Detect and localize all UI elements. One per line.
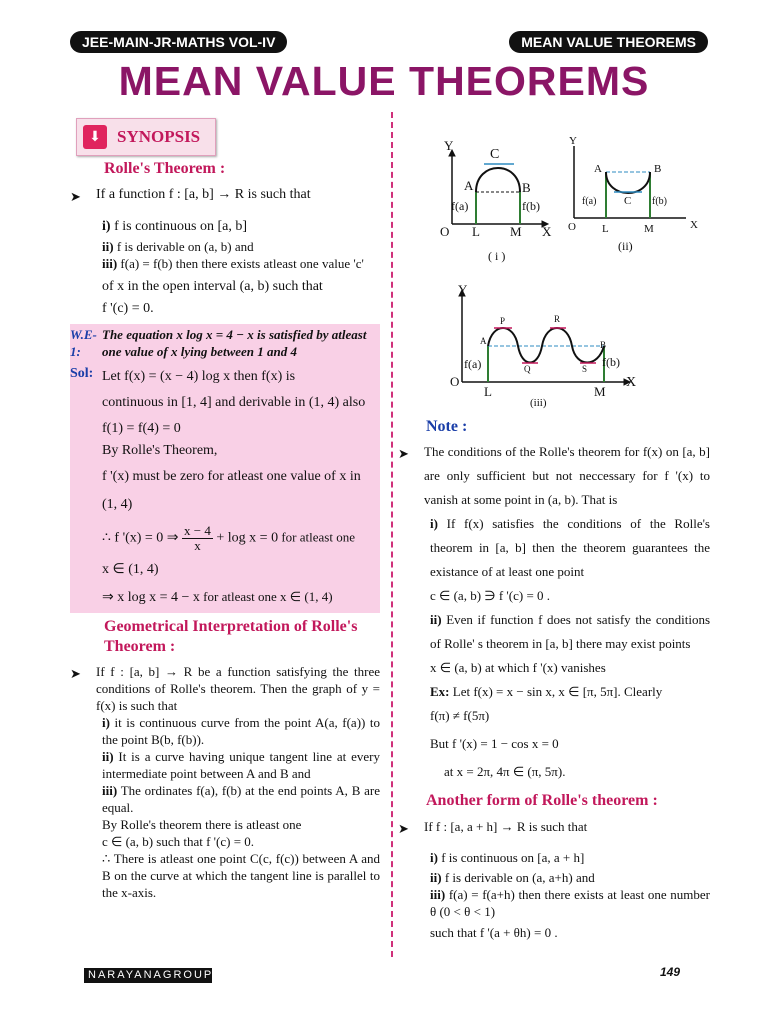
cond-derivative-zero: f '(c) = 0. — [102, 301, 154, 316]
another-ii-text: f is derivable on (a, a+h) and — [441, 870, 595, 885]
fig1-c-label: C — [490, 147, 500, 162]
cond-i-text: f is continuous on — [110, 219, 218, 234]
geo-intro-math: [a, b] → R — [129, 664, 193, 679]
geo-line-4: By Rolle's theorem there is atleast one — [102, 817, 302, 832]
note-ii-text: Even if function f does not satisfy the conditions of Rolle' s theorem in [a, b] there may exist points — [430, 612, 710, 651]
fig2-l-label: L — [602, 223, 609, 235]
geo-points — [70, 714, 380, 901]
cond-ii-text: f is derivable on (a, b) and — [113, 239, 254, 254]
fig3-q-label: Q — [524, 364, 531, 374]
cond-iii-text: f(a) = f(b) then there exists atleast one value 'c' — [117, 256, 364, 271]
fig2-b-label: B — [654, 163, 662, 175]
rolle-intro-math: [a, b] → R — [184, 187, 245, 202]
geo-iii-text: The ordinates f(a), f(b) at the end points A, B are equal. — [102, 783, 380, 815]
fig1-fb-label: f(b) — [522, 199, 540, 213]
fig3-y-label: Y — [458, 282, 468, 297]
fig1-caption: ( i ) — [488, 249, 506, 263]
note-ii-math: x ∈ (a, b) at which f '(x) vanishes — [430, 660, 606, 675]
geo-intro-tail: be a function satisfying the three conditions of Rolle's theorem. Then the graph of y = f(x) is such that — [96, 664, 381, 713]
worked-example-box — [70, 324, 380, 613]
geo-line-6: ∴ There is atleast one point C(c, f(c)) between A and B on the curve at which the tangent line is parallel to the x-axis. — [102, 851, 380, 900]
note-i-label: i) — [430, 516, 438, 531]
fig3-s-label: S — [582, 364, 588, 374]
sol-line-9 — [102, 587, 365, 609]
fig2-fb-label: f(b) — [652, 196, 667, 207]
sol-line-1: Let f(x) = (x − 4) log x then f(x) is — [102, 369, 296, 384]
rolle-intro-text: If a function f : — [96, 187, 181, 202]
fig3-o-label: O — [450, 374, 460, 389]
geo-ii-text: It is a curve having unique tangent line at every intermediate point between A and B and — [102, 749, 380, 781]
another-form-intro — [398, 818, 710, 837]
note-i-math: c ∈ (a, b) ∋ f '(c) = 0 . — [430, 588, 551, 603]
example-line-1: Let f(x) = x − sin x, x ∈ [π, 5π]. Clearly — [449, 684, 663, 699]
bullet-arrow-icon: ➤ — [70, 666, 81, 681]
another-line-4: such that f '(a + θh) = 0 . — [430, 925, 558, 940]
worked-example-solution — [70, 366, 376, 609]
another-intro-text: If f : [a, a + h] → R is such that — [424, 819, 588, 834]
synopsis-badge — [76, 118, 216, 156]
sol-line-2: continuous in [1, 4] and derivable in (1, 4) also — [102, 395, 366, 410]
fig2-c-label: C — [624, 195, 632, 207]
we-label: W.E-1: — [70, 327, 97, 359]
fig1-x-label: X — [542, 224, 552, 239]
fig1-fa-label: f(a) — [451, 199, 469, 213]
figure-i-labels — [440, 138, 552, 263]
fig1-o-label: O — [440, 224, 450, 239]
fig2-x-label: X — [690, 219, 698, 231]
rolle-intro-tail: is such that — [244, 187, 311, 202]
worked-example-question — [70, 326, 376, 360]
fig2-a-label: A — [594, 163, 602, 175]
geo-line-5: c ∈ (a, b) such that f '(c) = 0. — [102, 834, 255, 849]
note-cases — [398, 512, 710, 784]
cond-iii-label: iii) — [102, 256, 118, 271]
fig2-fa-label: f(a) — [582, 196, 597, 207]
cond-interval: of x in the open interval (a, b) such that — [102, 279, 323, 294]
sol-7-tail: for atleast one — [278, 529, 355, 545]
rolle-intro — [70, 184, 380, 208]
note-bullet-text: The conditions of the Rolle's theorem for f(x) on [a, b] are only sufficient but not neccessary for f '(x) to vanish at some point in (a, b). That is — [424, 444, 710, 507]
fig3-p-label: P — [500, 316, 506, 326]
note-ii-label: ii) — [430, 612, 442, 627]
sol-label: Sol: — [70, 366, 94, 381]
sol-line-4: By Rolle's Theorem, — [102, 443, 218, 458]
sol-line-5: f '(x) must be zero for atleast one value of x in — [102, 469, 361, 484]
rolle-figures — [438, 136, 728, 426]
example-line-4: at x = 2π, 4π ∈ (π, 5π). — [444, 764, 566, 779]
another-i-text: f is continuous on — [437, 850, 538, 865]
sol-line-7 — [102, 524, 365, 553]
fig3-fa-label: f(a) — [464, 357, 482, 371]
sol-9-lead: ⇒ x log x = 4 − x — [102, 590, 200, 605]
another-iii-label: iii) — [430, 887, 446, 902]
rolle-conditions — [70, 216, 380, 320]
right-column — [398, 416, 710, 941]
another-form-heading: Another form of Rolle's theorem : — [426, 792, 658, 809]
synopsis-label: SYNOPSIS — [117, 127, 201, 146]
down-arrow-icon: ⬇ — [83, 125, 107, 149]
page-number: 149 — [659, 965, 680, 979]
another-ii-label: ii) — [430, 870, 442, 885]
sol-7-log: + log x = 0 — [216, 530, 279, 546]
fig3-a-label: A — [480, 336, 487, 346]
page-title: MEAN VALUE THEOREMS — [118, 58, 650, 104]
sol-7-lead: ∴ f '(x) = 0 ⇒ — [102, 530, 179, 546]
fraction-numerator: x − 4 — [184, 523, 211, 538]
geo-i-label: i) — [102, 715, 110, 730]
chapter-topic-tag: MEAN VALUE THEOREMS — [509, 31, 708, 53]
geo-intro-text: If f : — [96, 664, 124, 679]
left-column — [70, 118, 380, 901]
fig1-b-label: B — [522, 180, 531, 195]
sol-line-6: (1, 4) — [102, 497, 133, 512]
fig3-fb-label: f(b) — [602, 355, 620, 369]
fig3-l-label: L — [484, 384, 492, 399]
cond-i-label: i) — [102, 219, 111, 234]
geo-i-text: it is continuous curve from the point A(a, f(a)) to the point B(b, f(b)). — [102, 715, 380, 747]
fig1-m-label: M — [510, 224, 522, 239]
fig2-y-label: Y — [569, 136, 577, 147]
another-iii-text: f(a) = f(a+h) then there exists at least one number θ (0 < θ < 1) — [430, 887, 710, 919]
cond-ii-label: ii) — [102, 239, 114, 254]
publisher-brand: NARAYANAGROUP — [84, 968, 212, 983]
geo-iii-label: iii) — [102, 783, 118, 798]
another-form-conditions — [398, 847, 710, 941]
fig2-o-label: O — [568, 221, 576, 233]
geo-ii-label: ii) — [102, 749, 114, 764]
note-bullet — [398, 440, 710, 512]
fig1-a-label: A — [464, 178, 474, 193]
sol-line-8: x ∈ (1, 4) — [102, 562, 159, 577]
example-line-3: But f '(x) = 1 − cos x = 0 — [430, 736, 559, 751]
note-i-text: If f(x) satisfies the conditions of the Rolle's theorem in [a, b] then the theorem guarantees the existance of at least one point — [430, 516, 710, 579]
example-label: Ex: — [430, 684, 450, 699]
another-i-math: [a, a + h] — [537, 850, 585, 865]
fig3-m-label: M — [594, 384, 606, 399]
fig3-r-label: R — [554, 314, 561, 324]
fraction-denominator: x — [194, 538, 201, 553]
figure-ii-labels — [568, 136, 698, 253]
sol-9-tail: for atleast one x ∈ (1, 4) — [199, 589, 333, 604]
bullet-arrow-icon: ➤ — [398, 821, 409, 836]
fig1-l-label: L — [472, 224, 480, 239]
fig2-m-label: M — [644, 223, 654, 235]
fig1-y-label: Y — [444, 138, 454, 153]
bullet-arrow-icon: ➤ — [398, 446, 409, 461]
fig2-caption: (ii) — [618, 239, 633, 253]
example-line-2: f(π) ≠ f(5π) — [430, 708, 490, 723]
bullet-arrow-icon: ➤ — [70, 189, 81, 204]
figure-ii — [574, 146, 686, 218]
another-i-label: i) — [430, 850, 438, 865]
chapter-volume-tag: JEE-MAIN-JR-MATHS VOL-IV — [70, 31, 287, 53]
geometric-heading: Geometrical Interpretation of Rolle's Theorem : — [104, 618, 358, 655]
note-heading: Note : — [426, 418, 468, 435]
sol-line-3: f(1) = f(4) = 0 — [102, 421, 181, 436]
fig3-b-label: B — [600, 340, 607, 350]
fig3-caption: (iii) — [530, 397, 547, 409]
column-divider — [391, 112, 393, 957]
fraction — [182, 524, 213, 553]
cond-i-math: [a, b] — [217, 219, 248, 234]
fig3-x-label: X — [626, 375, 637, 390]
geo-intro — [70, 663, 380, 714]
we-question-text: The equation x log x = 4 − x is satisfied by atleast one value of x lying between 1 and 4 — [102, 327, 367, 359]
rolle-heading: Rolle's Theorem : — [104, 160, 226, 177]
